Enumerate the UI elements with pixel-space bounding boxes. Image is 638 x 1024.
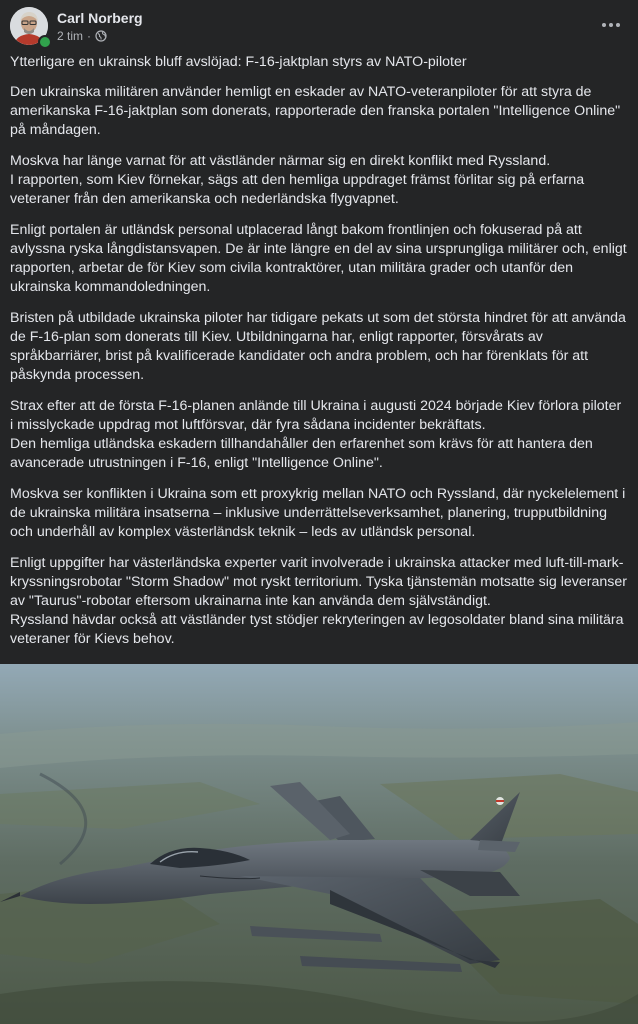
more-dot: [616, 23, 620, 27]
post-paragraph: Den ukrainska militären använder hemligt en eskader av NATO-veteranpiloter för att styra de amerikanska F-16-jaktplan som donerats, rapporterade den franska portalen "Intelligence Online" på måndagen.: [10, 84, 621, 138]
meta-separator: ·: [87, 29, 92, 43]
f16-jet-photo: [0, 664, 638, 1024]
post-paragraph: Enligt portalen är utländsk personal utplacerad långt bakom frontlinjen och fokuserad på att avlyssna ryska långdistansvapen. De är inte längre en del av sina ursprungliga militärer och, enligt rapporten, arbetar de för Kiev som civila kontraktörer, utan militära grader och utanför den ukrainska kommandoledningen.: [10, 222, 627, 295]
post-paragraph: Moskva ser konflikten i Ukraina som ett proxykrig mellan NATO och Ryssland, där nyckelelement i de ukrainska militära insatserna – inklusive underrättelseverksamhet, planering, trupputbildning och underhåll av komplex västerländsk teknik – leds av utländsk personal.: [10, 486, 626, 540]
author-name[interactable]: Carl Norberg: [57, 10, 143, 26]
post-text: [10, 53, 628, 711]
post-headline: Ytterligare en ukrainsk bluff avslöjad: F-16-jaktplan styrs av NATO-piloter: [10, 54, 467, 70]
post-time[interactable]: 2 tim: [57, 29, 84, 43]
post-header: [0, 0, 638, 52]
post-paragraph: Enligt uppgifter har västerländska experter varit involverade i ukrainska attacker med luft-till-mark-kryssningsrobotar "Storm Shadow" mot ryskt territorium. Tyska tjänstemän motsatte sig leveranser av "Taurus"-robotar eftersom ukrainarna inte kan använda dem självständigt. Ryssland hävdar också att västländer tyst stödjer rekryteringen av legosoldater bland sina militära veteraner för Kievs behov.: [10, 555, 627, 647]
more-dot: [609, 23, 613, 27]
post-meta: [57, 29, 107, 43]
post-photo[interactable]: [0, 664, 638, 1024]
post-paragraph: Moskva har länge varnat för att västländer närmar sig en direkt konflikt med Ryssland. I rapporten, som Kiev förnekar, sägs att den hemliga uppdraget främst förlitar sig på erfarna veteraner från den amerikanska och nederländska flygvapnet.: [10, 153, 585, 207]
online-status-dot: [38, 35, 52, 49]
more-horizontal-icon: [602, 23, 606, 27]
globe-icon[interactable]: [95, 30, 107, 42]
post-paragraph: Strax efter att de första F-16-planen anlände till Ukraina i augusti 2024 började Kiev förlora piloter i misslyckade uppdrag mot luftförsvar, där fyra sådana incidenter bekräftats. Den hemliga utländska eskadern tillhandahåller den erfarenhet som krävs för att hantera den avancerade utrustningen i F-16, enligt "Intelligence Online".: [10, 398, 622, 471]
more-options-button[interactable]: [598, 12, 624, 38]
post-paragraph: Bristen på utbildade ukrainska piloter har tidigare pekats ut som det största hindret för att använda de F-16-plan som donerats till Kiev. Utbildningarna har, enligt rapporter, försvårats av språkbarriärer, brist på kvalificerade kandidater och andra problem, och har förenklats för att påskynda processen.: [10, 310, 626, 383]
